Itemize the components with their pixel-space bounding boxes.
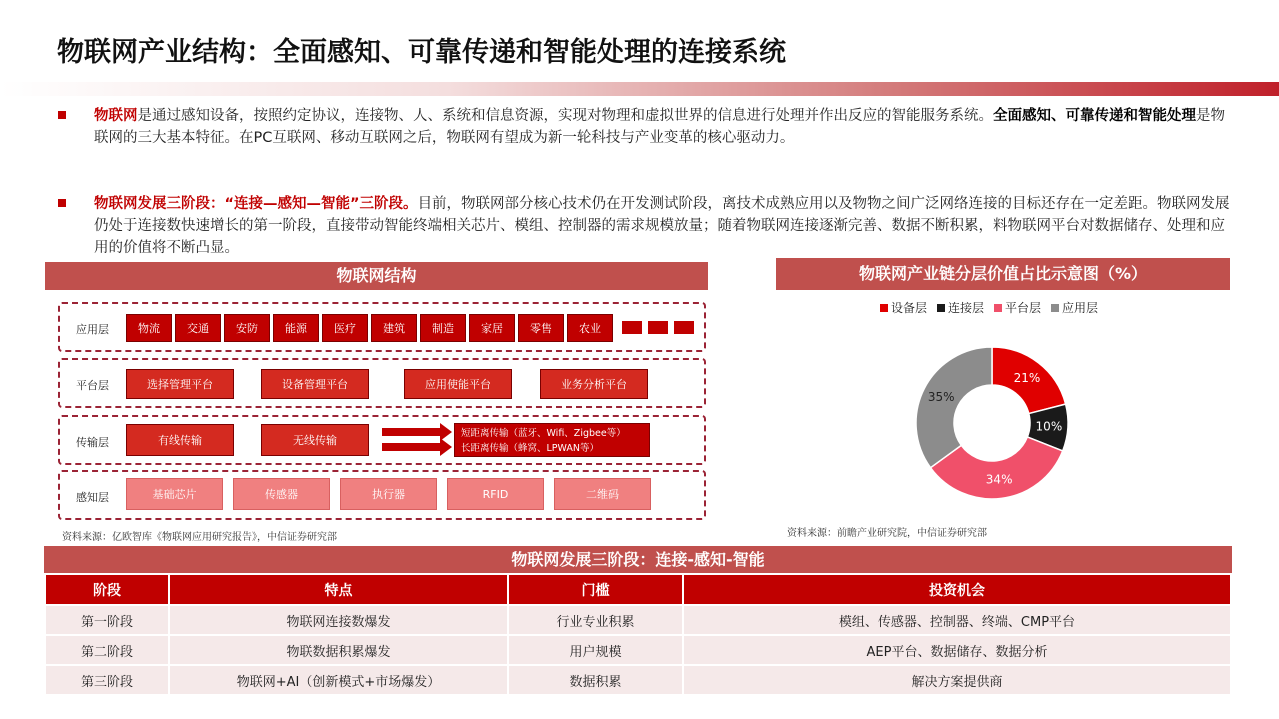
legend-label: 平台层 bbox=[1005, 301, 1042, 315]
legend-swatch bbox=[1051, 304, 1059, 312]
structure-source: 资料来源：亿欧智库《物联网应用研究报告》，中信证券研究部 bbox=[62, 532, 337, 543]
long-range-text: 长距离传输（蜂窝、LPWAN等） bbox=[461, 443, 600, 454]
structure-header: 物联网结构 bbox=[45, 262, 708, 290]
more-block bbox=[622, 321, 642, 334]
table-row bbox=[46, 636, 1230, 664]
table-cell: 模组、传感器、控制器、终端、CMP平台 bbox=[684, 606, 1230, 634]
bullet-square-icon bbox=[58, 199, 66, 207]
legend-label: 连接层 bbox=[948, 301, 985, 315]
legend-swatch bbox=[880, 304, 888, 312]
table-cell: 物联数据积累爆发 bbox=[170, 636, 507, 664]
bullet-definition bbox=[58, 105, 1238, 149]
column-header: 投资机会 bbox=[684, 575, 1230, 604]
structure-cell: 传感器 bbox=[233, 478, 330, 510]
structure-cell: 交通 bbox=[175, 314, 221, 342]
table-cell: 第二阶段 bbox=[46, 636, 168, 664]
more-block bbox=[648, 321, 668, 334]
table-cell: AEP平台、数据储存、数据分析 bbox=[684, 636, 1230, 664]
more-block bbox=[674, 321, 694, 334]
table-cell: 解决方案提供商 bbox=[684, 666, 1230, 694]
stages-header: 物联网发展三阶段：连接-感知-智能 bbox=[44, 546, 1232, 573]
platform-layer bbox=[58, 358, 706, 408]
chain-source: 资料来源：前瞻产业研究院，中信证券研究部 bbox=[787, 528, 987, 539]
table-cell: 第一阶段 bbox=[46, 606, 168, 634]
table-cell: 第三阶段 bbox=[46, 666, 168, 694]
sensing-layer bbox=[58, 470, 706, 520]
legend-item bbox=[880, 299, 927, 316]
structure-cell: 建筑 bbox=[371, 314, 417, 342]
bullet-text: 是通过感知设备，按照约定协议，连接物、人、系统和信息资源，实现对物理和虚拟世界的信息进行处理并作出反应的智能服务系统。 bbox=[137, 108, 993, 124]
table-row bbox=[46, 606, 1230, 634]
layer-label: 平台层 bbox=[76, 379, 109, 392]
arrows-icon bbox=[382, 421, 454, 459]
structure-cell: 设备管理平台 bbox=[261, 369, 369, 399]
column-header: 特点 bbox=[170, 575, 507, 604]
structure-cell: 应用使能平台 bbox=[404, 369, 512, 399]
structure-cell: RFID bbox=[447, 478, 544, 510]
structure-cell: 业务分析平台 bbox=[540, 369, 648, 399]
legend-item bbox=[994, 299, 1041, 316]
table-row bbox=[46, 666, 1230, 694]
structure-cell: 医疗 bbox=[322, 314, 368, 342]
donut-label: 21% bbox=[1013, 370, 1041, 385]
structure-cell: 基础芯片 bbox=[126, 478, 223, 510]
structure-cell: 有线传输 bbox=[126, 424, 234, 456]
stages-table bbox=[44, 573, 1232, 696]
layer-label: 应用层 bbox=[76, 323, 109, 336]
structure-cell: 选择管理平台 bbox=[126, 369, 234, 399]
page-title: 物联网产业结构：全面感知、可靠传递和智能处理的连接系统 bbox=[57, 37, 786, 68]
table-cell: 物联网+AI（创新模式+市场爆发） bbox=[170, 666, 507, 694]
short-range-text: 短距离传输（蓝牙、Wifi、Zigbee等） bbox=[461, 428, 626, 439]
bullet-bold: 全面感知、可靠传递和智能处理 bbox=[993, 108, 1196, 124]
legend-item bbox=[937, 299, 984, 316]
structure-cell: 无线传输 bbox=[261, 424, 369, 456]
table-cell: 数据积累 bbox=[509, 666, 682, 694]
donut-chart bbox=[910, 345, 1075, 505]
legend-label: 设备层 bbox=[891, 301, 928, 315]
bullet-square-icon bbox=[58, 111, 66, 119]
bullet-text: 是物联网的三大基本特征。在PC互联网、移动互联网之后，物联网有望成为新一轮科技与产业变革的核心驱动力。 bbox=[94, 108, 1225, 146]
layer-label: 感知层 bbox=[76, 491, 109, 504]
bullet-term: 物联网发展三阶段：“连接—感知—智能”三阶段。 bbox=[94, 196, 418, 212]
bullet-stages bbox=[58, 193, 1238, 259]
bullet-term: 物联网 bbox=[94, 108, 138, 124]
bullet-text: 目前，物联网部分核心技术仍在开发测试阶段，离技术成熟应用以及物物之间广泛网络连接的目标还存在一定差距。物联网发展仍处于连接数快速增长的第一阶段，直接带动智能终端相关芯片、模组、控制器的需求规模放量；随着物联网连接逐渐完善、数据不断积累，料物联网平台对数据储存、处理和应用的价值将不断凸显。 bbox=[94, 196, 1230, 256]
legend-label: 应用层 bbox=[1062, 301, 1099, 315]
structure-cell: 安防 bbox=[224, 314, 270, 342]
range-transport-box bbox=[454, 423, 650, 457]
structure-cell: 能源 bbox=[273, 314, 319, 342]
chain-header: 物联网产业链分层价值占比示意图（%） bbox=[776, 258, 1230, 290]
app-layer bbox=[58, 302, 706, 352]
layer-label: 传输层 bbox=[76, 436, 109, 449]
table-cell: 行业专业积累 bbox=[509, 606, 682, 634]
legend-swatch bbox=[937, 304, 945, 312]
legend-item bbox=[1051, 299, 1098, 316]
donut-label: 10% bbox=[1035, 419, 1063, 434]
donut-label: 34% bbox=[985, 472, 1013, 487]
structure-cell: 制造 bbox=[420, 314, 466, 342]
structure-cell: 二维码 bbox=[554, 478, 651, 510]
structure-cell: 零售 bbox=[518, 314, 564, 342]
column-header: 门槛 bbox=[509, 575, 682, 604]
transport-layer bbox=[58, 415, 706, 465]
table-cell: 物联网连接数爆发 bbox=[170, 606, 507, 634]
structure-cell: 家居 bbox=[469, 314, 515, 342]
structure-cell: 农业 bbox=[567, 314, 613, 342]
structure-cell: 物流 bbox=[126, 314, 172, 342]
donut-slice-4 bbox=[916, 347, 992, 468]
title-divider bbox=[0, 82, 1279, 96]
legend-swatch bbox=[994, 304, 1002, 312]
column-header: 阶段 bbox=[46, 575, 168, 604]
chart-legend bbox=[880, 299, 1098, 316]
structure-cell: 执行器 bbox=[340, 478, 437, 510]
donut-label: 35% bbox=[927, 390, 955, 405]
table-cell: 用户规模 bbox=[509, 636, 682, 664]
